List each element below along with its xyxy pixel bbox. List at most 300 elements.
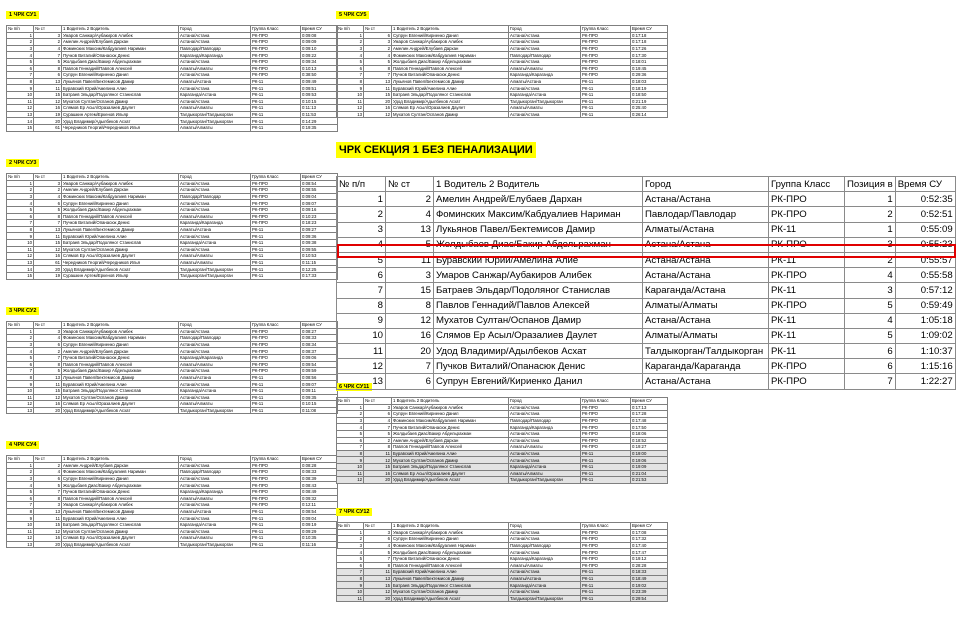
class-cell: РК-ПРО: [251, 482, 301, 489]
start-number-cell: 4: [364, 417, 392, 424]
row-number-cell: 12: [7, 105, 34, 112]
table-row: [7, 45, 338, 52]
position-cell: 0:09:19: [301, 521, 338, 528]
position-cell: 0:08:34: [301, 341, 338, 348]
row-number-cell: 1: [7, 462, 34, 469]
city-cell: Алматы/Алматы: [179, 259, 251, 266]
city-cell: Талдыкорган/Талдыкорган: [509, 477, 581, 484]
start-number-cell: 8: [34, 65, 62, 72]
row-number-cell: 13: [7, 259, 34, 266]
header-cell: 1 Водитель 2 Водитель: [62, 456, 179, 463]
class-cell: РК-ПРО: [251, 341, 301, 348]
city-cell: Караганда/Астана: [509, 91, 581, 98]
city-cell: Астана/Астана: [179, 348, 251, 355]
class-cell: РК-ПРО: [581, 65, 631, 72]
row-number-cell: 9: [7, 233, 34, 240]
crew-cell: Чередников Георгий/Чередников Илья: [62, 124, 179, 131]
stage-results-table: [6, 173, 338, 280]
class-cell: РК-11: [581, 91, 631, 98]
crew-cell: Батраев Эльдар/Подоляног Станислав: [392, 582, 509, 589]
crew-cell: Батраев Эльдар/Подоляног Станислав: [62, 387, 179, 394]
table-row: [7, 354, 338, 361]
crew-cell: Умаров Санжар/Аубакиров Алибек: [392, 404, 509, 411]
position-cell: 0:17:18: [631, 39, 668, 46]
header-cell: № ст: [364, 523, 392, 530]
row-number-cell: 8: [337, 575, 364, 582]
start-number-cell: 2: [364, 437, 392, 444]
position-cell: 0:17:08: [631, 529, 668, 536]
crew-cell: Амелин Андрей/Елубаев Дархан: [62, 348, 179, 355]
table-header-row: [7, 322, 338, 329]
city-cell: Талдыкорган/Талдыкорган: [179, 111, 251, 118]
table-row: [337, 98, 668, 105]
city-cell: Астана/Астана: [509, 450, 581, 457]
crew-cell: Сурашкин Артем/Еркенов Ильяр: [62, 111, 179, 118]
class-cell: РК-ПРО: [769, 298, 845, 313]
header-cell: Время СУ: [301, 322, 338, 329]
crew-cell: Павлов Геннадий/Павлов Алексей: [62, 65, 179, 72]
table-row: [337, 437, 668, 444]
header-cell: Город: [179, 26, 251, 33]
start-number-cell: 6: [364, 32, 392, 39]
crew-cell: Лукьянов Павел/Бектемисов Дамир: [62, 226, 179, 233]
row-number-cell: 12: [337, 477, 364, 484]
table-row: [7, 65, 338, 72]
row-number-cell: 10: [337, 463, 364, 470]
table-row: [7, 541, 338, 548]
table-row: [7, 495, 338, 502]
row-number-cell: 9: [337, 85, 364, 92]
start-number-cell: 13: [364, 575, 392, 582]
city-cell: Алматы/Алматы: [179, 401, 251, 408]
position-cell: 0:26:14: [631, 111, 668, 118]
header-cell: № п/п: [7, 26, 34, 33]
crew-cell: Амелин Андрей/Елубаев Дархан: [392, 45, 509, 52]
table-row: [7, 91, 338, 98]
city-cell: Астана/Астана: [509, 411, 581, 418]
class-cell: РК-ПРО: [251, 475, 301, 482]
city-cell: Астана/Астана: [179, 98, 251, 105]
crew-cell: Удод Владимир/Адылбеков Асхат: [434, 344, 643, 359]
crew-cell: Мухатов Султан/Оспанов Дамир: [392, 588, 509, 595]
city-cell: Талдыкорган/Талдыкорган: [643, 344, 769, 359]
table-row: [337, 582, 668, 589]
crew-cell: Сурашкин Артем/Еркенов Ильяр: [62, 272, 179, 279]
row-number-cell: 5: [7, 488, 34, 495]
class-cell: РК-11: [581, 450, 631, 457]
city-cell: Алматы/Алматы: [179, 361, 251, 368]
row-number-cell: 4: [337, 52, 364, 59]
start-number-cell: 4: [386, 207, 434, 222]
city-cell: Караганда/Караганда: [643, 359, 769, 374]
position-cell: 2: [845, 252, 896, 267]
time-cell: 1:15:16: [895, 359, 955, 374]
crew-cell: Мухатов Султан/Оспанов Дамир: [62, 528, 179, 535]
start-number-cell: 15: [364, 91, 392, 98]
start-number-cell: 6: [34, 200, 62, 207]
start-number-cell: 7: [34, 52, 62, 59]
header-cell: Город: [509, 26, 581, 33]
city-cell: Астана/Астана: [509, 588, 581, 595]
city-cell: Астана/Астана: [509, 529, 581, 536]
table-row: [337, 450, 668, 457]
row-number-cell: 13: [7, 407, 34, 414]
crew-cell: Пучков Виталий/Опанасюк Денис: [392, 555, 509, 562]
position-cell: 0:28:28: [631, 562, 668, 569]
table-row: [337, 562, 668, 569]
table-row: [337, 105, 668, 112]
start-number-cell: 5: [364, 430, 392, 437]
row-number-cell: 11: [7, 246, 34, 253]
row-number-cell: 5: [337, 555, 364, 562]
start-number-cell: 12: [34, 246, 62, 253]
table-row: [337, 555, 668, 562]
class-cell: РК-ПРО: [251, 368, 301, 375]
city-cell: Алматы/Астана: [179, 508, 251, 515]
crew-cell: Умаров Санжар/Аубакиров Алибек: [434, 268, 643, 283]
crew-cell: Фоминских Максим/Кабдуалиев Нариман: [392, 52, 509, 59]
city-cell: Павлодар/Павлодар: [179, 45, 251, 52]
row-number-cell: 7: [337, 569, 364, 576]
start-number-cell: 7: [386, 359, 434, 374]
table-row: [337, 374, 956, 389]
start-number-cell: 2: [364, 45, 392, 52]
crew-cell: Пучков Виталий/Опанасюк Денис: [434, 359, 643, 374]
position-cell: 0:08:33: [301, 469, 338, 476]
city-cell: Астана/Астана: [179, 200, 251, 207]
crew-cell: Амелин Андрей/Елубаев Дархан: [62, 39, 179, 46]
table-row: [337, 444, 668, 451]
crew-cell: Супрун Евгений/Кириенко Данил: [434, 374, 643, 389]
table-row: [337, 39, 668, 46]
class-cell: РК-11: [581, 78, 631, 85]
start-number-cell: 12: [386, 313, 434, 328]
position-cell: 0:14:29: [301, 118, 338, 125]
crew-cell: Удод Владимир/Адылбеков Асхат: [392, 98, 509, 105]
position-cell: 0:09:11: [301, 387, 338, 394]
table-row: [337, 328, 956, 343]
table-row: [7, 515, 338, 522]
row-number-cell: 3: [7, 341, 34, 348]
table-row: [337, 588, 668, 595]
class-cell: РК-11: [581, 457, 631, 464]
table-row: [7, 462, 338, 469]
header-cell: Время СУ: [631, 26, 668, 33]
row-number-cell: 1: [337, 404, 364, 411]
table-row: [7, 368, 338, 375]
start-number-cell: 13: [34, 226, 62, 233]
city-cell: Алматы/Алматы: [509, 444, 581, 451]
city-cell: Астана/Астана: [179, 528, 251, 535]
crew-cell: Фоминских Максим/Кабдуалиев Нариман: [62, 335, 179, 342]
start-number-cell: 15: [364, 463, 392, 470]
crew-cell: Мухатов Султан/Оспанов Дамир: [62, 394, 179, 401]
city-cell: Караганда/Караганда: [179, 52, 251, 59]
crew-cell: Буравский Юрий/Амелина Алие: [392, 450, 509, 457]
crew-cell: Слямов Ер Асыл/Оразалиев Даулет: [62, 105, 179, 112]
class-cell: РК-ПРО: [581, 536, 631, 543]
table-header-row: [337, 177, 956, 192]
position-cell: 6: [845, 344, 896, 359]
class-cell: РК-11: [251, 233, 301, 240]
position-cell: 0:17:33: [301, 272, 338, 279]
row-number-cell: 9: [7, 515, 34, 522]
city-cell: Астана/Астана: [643, 192, 769, 207]
row-number-cell: 4: [337, 424, 364, 431]
city-cell: Алматы/Алматы: [179, 253, 251, 260]
row-number-cell: 2: [337, 536, 364, 543]
table-row: [337, 477, 668, 484]
crew-cell: Слямов Ер Асыл/Оразалиев Даулет: [434, 328, 643, 343]
table-row: [7, 401, 338, 408]
start-number-cell: 12: [364, 588, 392, 595]
crew-cell: Лукьянов Павел/Бектемисов Дамир: [392, 575, 509, 582]
start-number-cell: 8: [364, 444, 392, 451]
row-number-cell: 10: [7, 387, 34, 394]
class-cell: РК-ПРО: [251, 462, 301, 469]
start-number-cell: 6: [34, 341, 62, 348]
row-number-cell: 10: [7, 521, 34, 528]
row-number-cell: 8: [7, 374, 34, 381]
class-cell: РК-11: [251, 381, 301, 388]
class-cell: РК-11: [251, 91, 301, 98]
row-number-cell: 6: [7, 213, 34, 220]
position-cell: 0:19:02: [631, 582, 668, 589]
header-cell: № ст: [386, 177, 434, 192]
position-cell: 0:19:45: [631, 65, 668, 72]
crew-cell: Пучков Виталий/Опанасюк Денис: [62, 354, 179, 361]
class-cell: РК-11: [581, 575, 631, 582]
row-number-cell: 10: [337, 588, 364, 595]
start-number-cell: 7: [364, 555, 392, 562]
table-row: [7, 32, 338, 39]
class-cell: РК-ПРО: [581, 430, 631, 437]
start-number-cell: 8: [34, 361, 62, 368]
table-row: [7, 239, 338, 246]
start-number-cell: 15: [34, 91, 62, 98]
crew-cell: Амелин Андрей/Елубаев Дархан: [62, 187, 179, 194]
class-cell: РК-ПРО: [251, 45, 301, 52]
city-cell: Астана/Астана: [179, 180, 251, 187]
table-header-row: [337, 26, 668, 33]
crew-cell: Супрун Евгений/Кириенко Данил: [62, 475, 179, 482]
class-cell: РК-ПРО: [581, 72, 631, 79]
class-cell: РК-ПРО: [251, 206, 301, 213]
stage-title: 7 ЧРК СУ12: [336, 508, 372, 516]
class-cell: РК-ПРО: [251, 328, 301, 335]
class-cell: РК-ПРО: [251, 348, 301, 355]
table-row: [7, 180, 338, 187]
start-number-cell: 2: [34, 348, 62, 355]
header-cell: № п/п: [7, 322, 34, 329]
class-cell: РК-11: [581, 569, 631, 576]
class-cell: РК-ПРО: [581, 562, 631, 569]
crew-cell: Пучков Виталий/Опанасюк Денис: [392, 424, 509, 431]
class-cell: РК-ПРО: [251, 32, 301, 39]
start-number-cell: 16: [34, 105, 62, 112]
city-cell: Астана/Астана: [179, 328, 251, 335]
header-cell: Время СУ: [301, 456, 338, 463]
row-number-cell: 15: [7, 124, 34, 131]
table-header-row: [337, 398, 668, 405]
crew-cell: Слямов Ер Асыл/Оразалиев Даулет: [392, 470, 509, 477]
start-number-cell: 7: [364, 72, 392, 79]
crew-cell: Лукьянов Павел/Бектемисов Дамир: [62, 78, 179, 85]
table-row: [337, 404, 668, 411]
start-number-cell: 4: [364, 542, 392, 549]
crew-cell: Павлов Геннадий/Павлов Алексей: [62, 213, 179, 220]
position-cell: 0:09:53: [301, 91, 338, 98]
table-row: [337, 359, 956, 374]
header-cell: Город: [509, 398, 581, 405]
table-row: [337, 430, 668, 437]
start-number-cell: 3: [386, 268, 434, 283]
class-cell: РК-ПРО: [581, 555, 631, 562]
stage-6-table-section: [336, 375, 668, 484]
class-cell: РК-11: [251, 528, 301, 535]
class-cell: РК-ПРО: [251, 502, 301, 509]
crew-cell: Удод Владимир/Адылбеков Асхат: [62, 266, 179, 273]
table-header-row: [7, 456, 338, 463]
row-number-cell: 3: [337, 222, 386, 237]
stage-title: 3 ЧРК СУ2: [6, 307, 39, 315]
crew-cell: Пучков Виталий/Опанасюк Денис: [62, 52, 179, 59]
city-cell: Астана/Астана: [179, 72, 251, 79]
position-cell: 0:09:07: [301, 381, 338, 388]
row-number-cell: 8: [7, 226, 34, 233]
crew-cell: Слямов Ер Асыл/Оразалиев Даулет: [62, 535, 179, 542]
position-cell: 0:18:06: [631, 430, 668, 437]
table-row: [337, 283, 956, 298]
row-number-cell: 6: [7, 495, 34, 502]
table-row: [7, 246, 338, 253]
position-cell: 7: [845, 374, 896, 389]
row-number-cell: 4: [337, 237, 386, 252]
class-cell: РК-ПРО: [251, 220, 301, 227]
table-row: [337, 91, 668, 98]
position-cell: 0:10:35: [301, 535, 338, 542]
position-cell: 0:21:19: [631, 98, 668, 105]
class-cell: РК-ПРО: [251, 72, 301, 79]
start-number-cell: 5: [34, 58, 62, 65]
table-row: [7, 508, 338, 515]
position-cell: 0:18:33: [631, 569, 668, 576]
position-cell: 0:08:37: [301, 348, 338, 355]
city-cell: Алматы/Алматы: [179, 213, 251, 220]
class-cell: РК-11: [581, 111, 631, 118]
city-cell: Талдыкорган/Талдыкорган: [179, 541, 251, 548]
start-number-cell: 7: [34, 220, 62, 227]
position-cell: 0:17:30: [631, 52, 668, 59]
position-cell: 0:11:15: [301, 259, 338, 266]
city-cell: Караганда/Астана: [509, 582, 581, 589]
row-number-cell: 12: [7, 535, 34, 542]
start-number-cell: 3: [34, 180, 62, 187]
city-cell: Астана/Астана: [179, 368, 251, 375]
crew-cell: Умаров Санжар/Аубакиров Алибек: [62, 180, 179, 187]
table-row: [337, 529, 668, 536]
city-cell: Астана/Астана: [179, 187, 251, 194]
header-cell: № ст: [34, 174, 62, 181]
position-cell: 4: [845, 268, 896, 283]
time-cell: 0:55:23: [895, 237, 955, 252]
class-cell: РК-ПРО: [251, 469, 301, 476]
position-cell: 0:17:13: [631, 404, 668, 411]
start-number-cell: 16: [386, 328, 434, 343]
crew-cell: Батраев Эльдар/Подоляног Станислав: [392, 91, 509, 98]
table-row: [7, 187, 338, 194]
header-cell: № п/п: [337, 177, 386, 192]
header-cell: Город: [179, 174, 251, 181]
table-row: [7, 502, 338, 509]
start-number-cell: 3: [364, 529, 392, 536]
stage-title: 1 ЧРК СУ1: [6, 11, 39, 19]
row-number-cell: 10: [7, 91, 34, 98]
position-cell: 3: [845, 237, 896, 252]
header-cell: Город: [179, 322, 251, 329]
start-number-cell: 16: [364, 470, 392, 477]
position-cell: 0:08:54: [301, 508, 338, 515]
start-number-cell: 8: [364, 562, 392, 569]
row-number-cell: 7: [7, 502, 34, 509]
class-cell: РК-11: [251, 226, 301, 233]
table-row: [7, 98, 338, 105]
class-cell: РК-ПРО: [251, 495, 301, 502]
position-cell: 0:38:50: [301, 72, 338, 79]
stage-title: 2 ЧРК СУ3: [6, 159, 39, 167]
class-cell: РК-11: [251, 239, 301, 246]
stage-title: 5 ЧРК СУ5: [336, 11, 369, 19]
header-cell: Время СУ: [631, 398, 668, 405]
city-cell: Талдыкорган/Талдыкорган: [179, 266, 251, 273]
row-number-cell: 1: [337, 529, 364, 536]
table-row: [337, 252, 956, 267]
table-row: [337, 222, 956, 237]
position-cell: 0:09:32: [301, 495, 338, 502]
position-cell: 5: [845, 328, 896, 343]
city-cell: Астана/Астана: [179, 32, 251, 39]
city-cell: Астана/Астана: [643, 252, 769, 267]
row-number-cell: 8: [7, 508, 34, 515]
crew-cell: Амелин Андрей/Елубаев Дархан: [434, 192, 643, 207]
table-row: [7, 85, 338, 92]
class-cell: РК-11: [581, 595, 631, 602]
class-cell: РК-ПРО: [581, 444, 631, 451]
header-cell: № п/п: [337, 523, 364, 530]
table-row: [7, 348, 338, 355]
table-row: [337, 411, 668, 418]
row-number-cell: 3: [337, 542, 364, 549]
start-number-cell: 4: [34, 193, 62, 200]
table-row: [7, 220, 338, 227]
table-row: [337, 32, 668, 39]
position-cell: 0:18:49: [631, 575, 668, 582]
table-row: [7, 193, 338, 200]
table-header-row: [337, 523, 668, 530]
header-cell: Группа Класс: [581, 26, 631, 33]
row-number-cell: 3: [7, 193, 34, 200]
class-cell: РК-ПРО: [581, 58, 631, 65]
start-number-cell: 13: [364, 78, 392, 85]
start-number-cell: 11: [386, 252, 434, 267]
time-cell: 0:55:57: [895, 252, 955, 267]
row-number-cell: 8: [7, 78, 34, 85]
section-1-results: [336, 140, 956, 390]
position-cell: 0:08:54: [301, 180, 338, 187]
header-cell: 1 Водитель 2 Водитель: [392, 26, 509, 33]
class-cell: РК-ПРО: [769, 237, 845, 252]
header-cell: Город: [509, 523, 581, 530]
